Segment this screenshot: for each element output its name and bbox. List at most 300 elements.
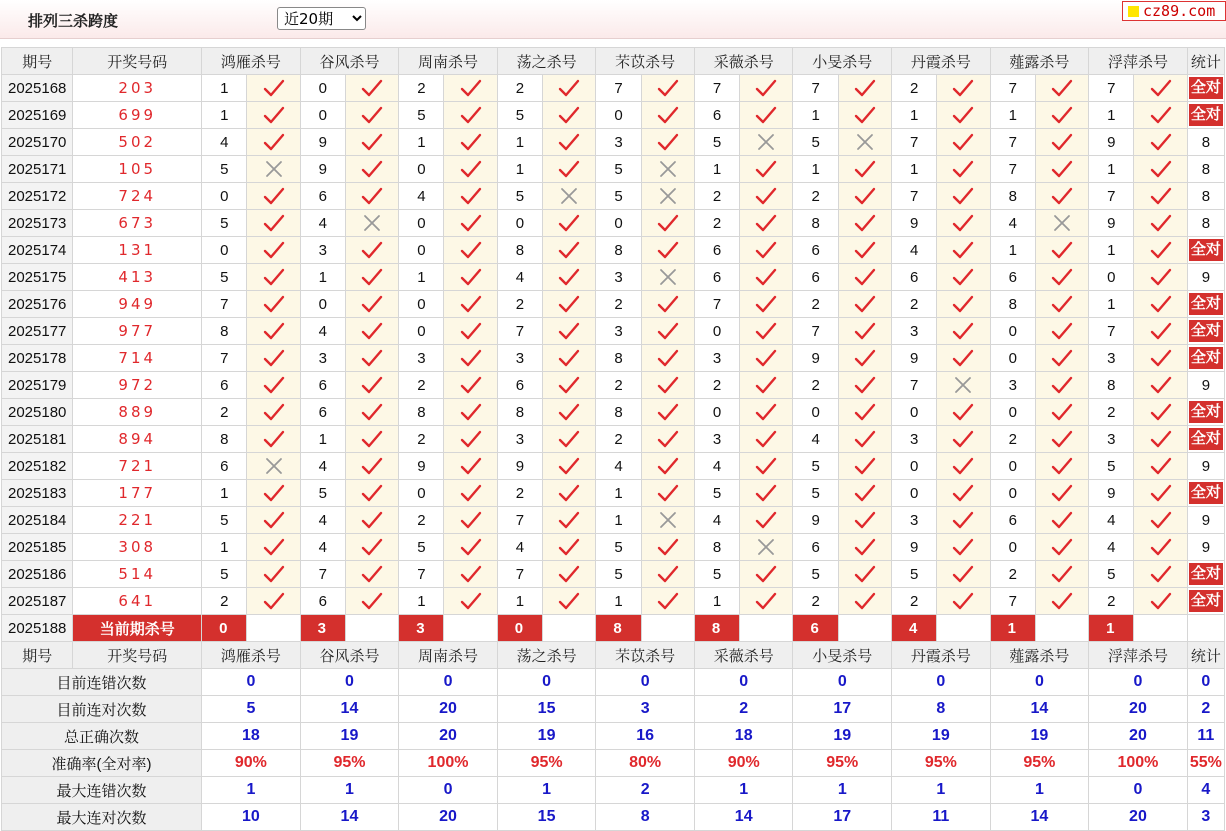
kill-number: 5 [497, 183, 542, 210]
kill-number: 1 [399, 588, 444, 615]
kill-number: 2 [596, 291, 641, 318]
hit-mark [444, 156, 497, 183]
row-stat [1187, 588, 1224, 615]
row-stat: 9 [1187, 372, 1224, 399]
miss-mark [641, 156, 694, 183]
kill-number: 4 [892, 237, 937, 264]
stats-value: 100% [1089, 750, 1188, 777]
stats-value: 55% [1187, 750, 1224, 777]
check-icon [460, 375, 482, 395]
hit-mark [543, 210, 596, 237]
stats-value: 20 [1089, 723, 1188, 750]
kill-number: 7 [202, 291, 247, 318]
check-icon [854, 429, 876, 449]
check-icon [1150, 564, 1172, 584]
hit-mark [444, 453, 497, 480]
check-icon [558, 564, 580, 584]
check-icon [361, 564, 383, 584]
hit-mark [641, 480, 694, 507]
kill-number: 7 [694, 291, 739, 318]
kill-number: 1 [202, 75, 247, 102]
hit-mark [444, 561, 497, 588]
kill-number: 6 [892, 264, 937, 291]
kill-number: 4 [202, 129, 247, 156]
hit-mark [543, 318, 596, 345]
stats-value: 0 [596, 669, 695, 696]
kill-number: 3 [892, 318, 937, 345]
kill-number: 4 [497, 264, 542, 291]
kill-number: 0 [202, 183, 247, 210]
check-icon [361, 132, 383, 152]
current-kill-number: 1 [1089, 615, 1134, 642]
check-icon [361, 78, 383, 98]
stats-value: 20 [399, 804, 498, 831]
issue-number: 2025170 [2, 129, 73, 156]
all-correct-badge: 全对 [1189, 482, 1223, 504]
check-icon [657, 348, 679, 368]
kill-number: 1 [497, 588, 542, 615]
header-row-bottom [2, 642, 1225, 669]
kill-number: 0 [399, 237, 444, 264]
kill-number: 9 [1089, 129, 1134, 156]
kill-number: 4 [1089, 534, 1134, 561]
table-row [2, 102, 1225, 129]
kill-number: 0 [694, 318, 739, 345]
stats-value: 0 [202, 669, 301, 696]
hit-mark [247, 588, 300, 615]
kill-number: 3 [990, 372, 1035, 399]
check-icon [854, 402, 876, 422]
hit-mark [838, 102, 891, 129]
kill-number: 3 [892, 507, 937, 534]
stats-value: 0 [1187, 669, 1224, 696]
kill-number: 5 [596, 183, 641, 210]
check-icon [263, 321, 285, 341]
row-stat: 9 [1187, 507, 1224, 534]
column-header: 期号 [2, 48, 73, 75]
table-row [2, 345, 1225, 372]
check-icon [361, 348, 383, 368]
stats-value: 20 [399, 696, 498, 723]
check-icon [263, 132, 285, 152]
kill-number: 2 [892, 291, 937, 318]
row-stat [1187, 291, 1224, 318]
draw-number: 177 [73, 480, 202, 507]
hit-mark [838, 561, 891, 588]
kill-number: 8 [596, 345, 641, 372]
current-kill-spacer [345, 615, 398, 642]
check-icon [1051, 510, 1073, 530]
hit-mark [444, 534, 497, 561]
check-icon [854, 105, 876, 125]
kill-number: 5 [793, 129, 838, 156]
kill-number: 7 [990, 156, 1035, 183]
hit-mark [247, 102, 300, 129]
hit-mark [740, 453, 793, 480]
check-icon [854, 537, 876, 557]
check-icon [558, 105, 580, 125]
kill-span-table [1, 47, 1225, 831]
hit-mark [937, 183, 990, 210]
current-kill-label: 当前期杀号 [73, 615, 202, 642]
hit-mark [740, 183, 793, 210]
hit-mark [1134, 480, 1187, 507]
kill-number: 7 [793, 75, 838, 102]
hit-mark [345, 318, 398, 345]
check-icon [1051, 483, 1073, 503]
check-icon [558, 321, 580, 341]
all-correct-badge: 全对 [1189, 428, 1223, 450]
check-icon [460, 240, 482, 260]
kill-number: 8 [497, 399, 542, 426]
kill-number: 0 [793, 399, 838, 426]
issue-number: 2025187 [2, 588, 73, 615]
hit-mark [1035, 291, 1088, 318]
hit-mark [444, 480, 497, 507]
hit-mark [937, 534, 990, 561]
row-stat: 8 [1187, 156, 1224, 183]
kill-number: 5 [1089, 453, 1134, 480]
kill-number: 6 [300, 183, 345, 210]
issue-number: 2025180 [2, 399, 73, 426]
table-row [2, 291, 1225, 318]
table-row [2, 156, 1225, 183]
kill-number: 6 [202, 453, 247, 480]
stats-value: 1 [300, 777, 399, 804]
stats-value: 0 [300, 669, 399, 696]
table-row [2, 264, 1225, 291]
kill-number: 4 [1089, 507, 1134, 534]
check-icon [854, 375, 876, 395]
draw-number: 203 [73, 75, 202, 102]
row-stat [1187, 102, 1224, 129]
check-icon [952, 456, 974, 476]
miss-mark [740, 129, 793, 156]
kill-number: 4 [694, 453, 739, 480]
stats-value: 0 [497, 669, 596, 696]
hit-mark [1134, 210, 1187, 237]
hit-mark [937, 480, 990, 507]
kill-number: 3 [300, 345, 345, 372]
kill-number: 6 [990, 507, 1035, 534]
hit-mark [641, 318, 694, 345]
kill-number: 0 [990, 534, 1035, 561]
kill-number: 0 [399, 480, 444, 507]
hit-mark [444, 318, 497, 345]
row-stat: 8 [1187, 210, 1224, 237]
check-icon [361, 267, 383, 287]
draw-number: 673 [73, 210, 202, 237]
kill-number: 0 [399, 156, 444, 183]
column-header: 芣苡杀号 [596, 642, 695, 669]
stats-row [2, 723, 1225, 750]
stats-value: 8 [596, 804, 695, 831]
hit-mark [247, 345, 300, 372]
kill-number: 5 [596, 561, 641, 588]
hit-mark [247, 372, 300, 399]
check-icon [460, 294, 482, 314]
hit-mark [444, 75, 497, 102]
column-header: 丹霞杀号 [892, 48, 991, 75]
hit-mark [1035, 183, 1088, 210]
kill-number: 1 [596, 588, 641, 615]
check-icon [1051, 537, 1073, 557]
hit-mark [838, 318, 891, 345]
hit-mark [740, 75, 793, 102]
current-issue-number: 2025188 [2, 615, 73, 642]
check-icon [657, 402, 679, 422]
kill-number: 0 [596, 210, 641, 237]
miss-mark [345, 210, 398, 237]
table-row [2, 372, 1225, 399]
check-icon [1150, 375, 1172, 395]
kill-number: 5 [793, 480, 838, 507]
kill-number: 3 [694, 345, 739, 372]
kill-number: 4 [596, 453, 641, 480]
check-icon [952, 294, 974, 314]
check-icon [657, 537, 679, 557]
kill-number: 5 [202, 561, 247, 588]
kill-number: 5 [202, 210, 247, 237]
hit-mark [838, 210, 891, 237]
current-kill-spacer [838, 615, 891, 642]
column-header: 谷风杀号 [300, 642, 399, 669]
kill-number: 1 [497, 156, 542, 183]
kill-number: 0 [300, 291, 345, 318]
kill-number: 1 [694, 156, 739, 183]
stats-value: 95% [497, 750, 596, 777]
kill-number: 7 [497, 507, 542, 534]
page-title: 排列三杀跨度 [28, 13, 119, 30]
hit-mark [345, 480, 398, 507]
logo-text: cz89.com [1143, 2, 1216, 20]
hit-mark [1035, 102, 1088, 129]
kill-number: 5 [694, 129, 739, 156]
check-icon [854, 564, 876, 584]
kill-number: 9 [399, 453, 444, 480]
check-icon [558, 159, 580, 179]
hit-mark [543, 534, 596, 561]
table-row [2, 561, 1225, 588]
kill-number: 1 [1089, 291, 1134, 318]
hit-mark [247, 399, 300, 426]
stats-value: 1 [202, 777, 301, 804]
kill-number: 7 [1089, 183, 1134, 210]
kill-number: 7 [399, 561, 444, 588]
hit-mark [345, 399, 398, 426]
kill-number: 8 [202, 318, 247, 345]
check-icon [558, 510, 580, 530]
kill-number: 7 [596, 75, 641, 102]
check-icon [1150, 402, 1172, 422]
hit-mark [740, 426, 793, 453]
check-icon [755, 186, 777, 206]
hit-mark [838, 291, 891, 318]
column-header: 浮萍杀号 [1089, 642, 1188, 669]
check-icon [361, 159, 383, 179]
kill-number: 5 [892, 561, 937, 588]
check-icon [755, 483, 777, 503]
check-icon [361, 375, 383, 395]
hit-mark [740, 561, 793, 588]
hit-mark [1134, 426, 1187, 453]
row-stat: 9 [1187, 264, 1224, 291]
issue-number: 2025172 [2, 183, 73, 210]
check-icon [1150, 483, 1172, 503]
period-range-select[interactable] [277, 7, 366, 30]
kill-number: 1 [793, 102, 838, 129]
kill-number: 3 [596, 264, 641, 291]
column-header: 期号 [2, 642, 73, 669]
all-correct-badge: 全对 [1189, 104, 1223, 126]
kill-number: 8 [1089, 372, 1134, 399]
hit-mark [1035, 561, 1088, 588]
hit-mark [247, 75, 300, 102]
cross-icon [265, 457, 283, 475]
hit-mark [740, 237, 793, 264]
check-icon [460, 483, 482, 503]
stats-value: 0 [399, 669, 498, 696]
check-icon [263, 186, 285, 206]
check-icon [952, 402, 974, 422]
hit-mark [641, 345, 694, 372]
hit-mark [1035, 156, 1088, 183]
issue-number: 2025181 [2, 426, 73, 453]
check-icon [558, 78, 580, 98]
current-kill-spacer [1035, 615, 1088, 642]
kill-number: 3 [497, 345, 542, 372]
stats-value: 11 [1187, 723, 1224, 750]
check-icon [1051, 429, 1073, 449]
stats-row [2, 777, 1225, 804]
hit-mark [543, 507, 596, 534]
check-icon [263, 429, 285, 449]
check-icon [558, 375, 580, 395]
current-kill-number: 1 [990, 615, 1035, 642]
hit-mark [937, 318, 990, 345]
check-icon [755, 402, 777, 422]
check-icon [460, 456, 482, 476]
check-icon [952, 159, 974, 179]
stats-value: 0 [1089, 777, 1188, 804]
all-correct-badge: 全对 [1189, 239, 1223, 261]
cross-icon [856, 133, 874, 151]
check-icon [657, 591, 679, 611]
kill-number: 5 [1089, 561, 1134, 588]
check-icon [755, 456, 777, 476]
hit-mark [1134, 237, 1187, 264]
kill-number: 2 [399, 507, 444, 534]
check-icon [1150, 456, 1172, 476]
current-kill-spacer [740, 615, 793, 642]
kill-number: 1 [1089, 237, 1134, 264]
kill-number: 2 [399, 75, 444, 102]
kill-number: 3 [497, 426, 542, 453]
cross-icon [757, 133, 775, 151]
row-stat [1187, 237, 1224, 264]
kill-number: 6 [990, 264, 1035, 291]
check-icon [854, 159, 876, 179]
hit-mark [444, 426, 497, 453]
kill-number: 1 [300, 426, 345, 453]
hit-mark [1134, 345, 1187, 372]
check-icon [361, 402, 383, 422]
kill-number: 2 [1089, 399, 1134, 426]
draw-number: 413 [73, 264, 202, 291]
kill-number: 3 [399, 345, 444, 372]
kill-number: 5 [596, 534, 641, 561]
cross-icon [560, 187, 578, 205]
kill-number: 0 [497, 210, 542, 237]
check-icon [854, 483, 876, 503]
issue-number: 2025177 [2, 318, 73, 345]
check-icon [558, 429, 580, 449]
table-row [2, 399, 1225, 426]
hit-mark [937, 156, 990, 183]
kill-number: 0 [990, 345, 1035, 372]
stats-value: 19 [300, 723, 399, 750]
check-icon [657, 213, 679, 233]
kill-number: 6 [202, 372, 247, 399]
check-icon [1150, 429, 1172, 449]
stats-value: 0 [399, 777, 498, 804]
stats-value: 4 [1187, 777, 1224, 804]
issue-number: 2025175 [2, 264, 73, 291]
hit-mark [444, 210, 497, 237]
kill-number: 6 [694, 102, 739, 129]
stats-row [2, 669, 1225, 696]
hit-mark [1035, 264, 1088, 291]
kill-number: 1 [399, 129, 444, 156]
check-icon [460, 564, 482, 584]
hit-mark [1134, 183, 1187, 210]
check-icon [263, 213, 285, 233]
column-header: 小旻杀号 [793, 48, 892, 75]
row-stat [1187, 480, 1224, 507]
hit-mark [543, 291, 596, 318]
site-logo[interactable] [1122, 1, 1226, 21]
hit-mark [345, 264, 398, 291]
check-icon [1051, 564, 1073, 584]
hit-mark [247, 210, 300, 237]
draw-number: 894 [73, 426, 202, 453]
hit-mark [444, 372, 497, 399]
hit-mark [444, 345, 497, 372]
check-icon [952, 267, 974, 287]
current-stat-empty [1187, 615, 1224, 642]
draw-number: 105 [73, 156, 202, 183]
check-icon [657, 105, 679, 125]
table-row [2, 588, 1225, 615]
check-icon [460, 132, 482, 152]
kill-number: 2 [596, 426, 641, 453]
hit-mark [247, 129, 300, 156]
stats-value: 14 [990, 804, 1089, 831]
draw-number: 131 [73, 237, 202, 264]
kill-number: 1 [596, 507, 641, 534]
kill-number: 0 [990, 480, 1035, 507]
hit-mark [247, 237, 300, 264]
stats-value: 95% [990, 750, 1089, 777]
check-icon [1150, 321, 1172, 341]
row-stat [1187, 75, 1224, 102]
kill-number: 2 [793, 291, 838, 318]
kill-number: 9 [892, 345, 937, 372]
kill-number: 0 [399, 318, 444, 345]
check-icon [755, 429, 777, 449]
stats-value: 2 [596, 777, 695, 804]
kill-number: 2 [497, 480, 542, 507]
